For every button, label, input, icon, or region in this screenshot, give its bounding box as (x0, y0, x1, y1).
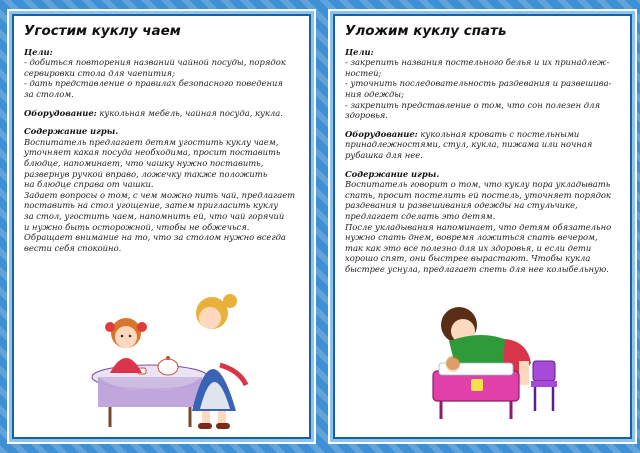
content-line: развернув ручкой вправо, ложечку также положить (24, 168, 268, 179)
goals-line: - уточнить последовательность раздевания и развешива- (345, 78, 612, 89)
content-line: блюдце, напоминает, что чашку нужно поставить, (24, 157, 264, 168)
content-line: быстрее уснула, предлагает спеть для нее колыбельную. (345, 263, 609, 274)
card-bedtime-text (345, 22, 622, 274)
content-line: за стол, угостить чаем, напомнить ей, что чай горячий (24, 210, 285, 221)
content-line: поставить на стол угощение, затем пригласить куклу (24, 200, 279, 211)
goals-line: ностей; (345, 67, 382, 78)
goals-header: Цели: (24, 46, 53, 57)
equipment-text: кукольная кровать с постельными (417, 128, 580, 139)
equipment-label: Оборудование: (24, 107, 97, 118)
content-line: хорошо спят, они быстрее вырастают. Чтобы кукла (345, 253, 591, 264)
equipment-line: принадлежностями, стул, кукла, пижама или ночная (345, 139, 593, 150)
equipment-paragraph (345, 129, 622, 140)
goals-line: здоровья. (345, 110, 388, 121)
content-line: Воспитатель говорит о том, что куклу пора укладывать (345, 179, 611, 190)
content-header: Содержание игры. (24, 126, 119, 137)
content-header: Содержание игры. (345, 168, 440, 179)
content-line: раздевания и развешивания одежды на стульчике, (345, 200, 578, 211)
card-bedtime (333, 14, 632, 439)
content-line: вести себя спокойно. (24, 242, 122, 253)
content-line: так как это все полезно для их здоровья, и если дети (345, 242, 592, 253)
equipment-label: Оборудование: (345, 128, 418, 139)
goals-line: - добиться повторения названий чайной посуды, порядок (24, 57, 286, 68)
goals-line: - дать представление о правилах безопасного поведения (24, 78, 283, 89)
content-line: нужно спать днем, вовремя ложиться спать вечером, (345, 232, 598, 243)
content-line: Воспитатель предлагает детям угостить куклу чаем, (24, 136, 279, 147)
content-line: Обращает внимание на то, что за столом нужно всегда (24, 232, 286, 243)
card-title: Угостим куклу чаем (24, 23, 181, 39)
card-title: Уложим куклу спать (345, 23, 507, 39)
goals-header: Цели: (345, 46, 374, 57)
content-line: на блюдце справа от чашки. (24, 179, 154, 190)
content-line: Задает вопросы о том, с чем можно пить чай, предлагает (24, 189, 296, 200)
equipment-text: кукольная мебель, чайная посуда, кукла. (96, 107, 283, 118)
goals-line: ния одежды; (345, 88, 404, 99)
equipment-paragraph (24, 108, 301, 119)
equipment-line: рубашка для нее. (345, 149, 423, 160)
goals-line: сервировки стола для чаепития; (24, 67, 175, 78)
goals-line: за столом. (24, 88, 74, 99)
content-line: предлагает сделать это детям. (345, 210, 496, 221)
card-tea-party-text (24, 22, 301, 253)
goals-line: - закрепить представление о том, что сон полезен для (345, 99, 600, 110)
content-line: После укладывания напоминает, что детям обязательно (345, 221, 612, 232)
tea-party-illustration (80, 281, 270, 431)
content-line: уточняет какая посуда необходима, просит поставить (24, 147, 281, 158)
bedtime-illustration (423, 301, 563, 429)
content-line: и нужно быть осторожной, чтобы не обжечься. (24, 221, 250, 232)
card-tea-party (12, 14, 311, 439)
goals-line: - закрепить названия постельного белья и их принадлеж- (345, 57, 610, 68)
content-line: спать, просит постелить ей постель, уточняет порядок (345, 189, 611, 200)
